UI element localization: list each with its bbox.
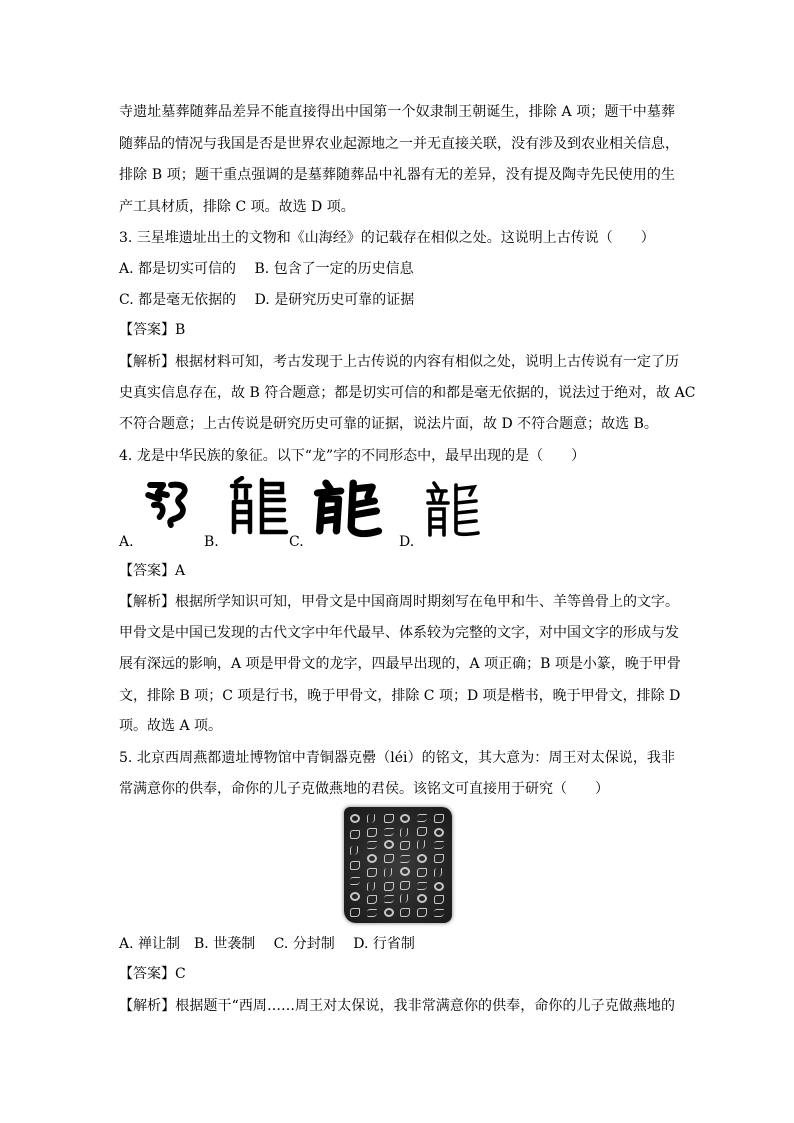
answer-label: 【答案】C <box>119 966 186 982</box>
dragon-small-seal-image <box>228 476 290 545</box>
dragon-running-script-image <box>313 479 382 548</box>
option-b-label: B. <box>204 534 219 550</box>
analysis-line: 项。故选 A 项。 <box>119 718 223 734</box>
running-script-dragon-icon <box>313 479 382 539</box>
bronze-inscription-rubbing-image <box>344 807 452 923</box>
option-c-label: C. <box>289 534 304 550</box>
analysis-line: 展有深远的影响，A 项是甲骨文的龙字，四最早出现的，A 项正确；B 项是小篆，晚于甲骨 <box>119 656 681 672</box>
text-line: 寺遗址墓葬随葬品差异不能直接得出中国第一个奴隶制王朝诞生，排除 A 项；题干中墓葬 <box>119 104 675 120</box>
small-seal-dragon-icon <box>228 476 290 536</box>
text-line: 排除 B 项；题干重点强调的是墓葬随葬品中礼器有无的差异，没有提及陶寺先民使用的生 <box>119 167 675 183</box>
analysis-line: 文，排除 B 项；C 项是行书，晚于甲骨文，排除 C 项；D 项是楷书，晚于甲骨文，排除 D <box>119 688 681 704</box>
dragon-regular-script-image <box>424 481 482 546</box>
analysis-line: 史真实信息存在，故 B 符合题意；都是切实可信的和都是毫无依据的，说法过于绝对，故 AC <box>119 385 696 401</box>
text-line: 随葬品的情况与我国是否是世界农业起源地之一并无直接关联，没有涉及到农业相关信息， <box>119 136 679 152</box>
question-5: 常满意你的供奉，命你的儿子克做燕地的君侯。该铭文可直接用于研究（ ） <box>119 781 609 797</box>
oracle-bone-dragon-icon <box>144 477 193 529</box>
question-3: 3. 三星堆遗址出土的文物和《山海经》的记载存在相似之处。这说明上古传说（ ） <box>119 230 655 246</box>
answer-label: 【答案】B <box>119 322 186 338</box>
question-3-options-cd: C. 都是毫无依据的 D. 是研究历史可靠的证据 <box>119 292 415 308</box>
analysis-line: 【解析】根据题干“西周……周王对太保说，我非常满意你的供奉，命你的儿子克做燕地的 <box>119 998 675 1014</box>
question-5: 5. 北京西周燕都遗址博物馆中青铜器克罍（léi）的铭文，其大意为：周王对太保说，我非 <box>119 750 675 766</box>
dragon-oracle-bone-image <box>144 477 193 537</box>
text-line: 产工具材质，排除 C 项。故选 D 项。 <box>119 199 355 215</box>
question-5-options: A. 禅让制 B. 世袭制 C. 分封制 D. 行省制 <box>119 936 415 952</box>
answer-label: 【答案】A <box>119 563 186 579</box>
regular-script-dragon-icon <box>424 481 482 537</box>
option-d-label: D. <box>399 534 415 550</box>
analysis-line: 【解析】根据材料可知，考古发现于上古传说的内容有相似之处，说明上古传说有一定了历 <box>119 354 679 370</box>
option-a-label: A. <box>119 534 134 550</box>
analysis-line: 不符合题意；上古传说是研究历史可靠的证据，说法片面，故 D 不符合题意；故选 B。 <box>119 416 658 432</box>
analysis-line: 甲骨文是中国已发现的古代文字中年代最早、体系较为完整的文字，对中国文字的形成与发 <box>119 625 679 641</box>
question-3-options-ab: A. 都是切实可信的 B. 包含了一定的历史信息 <box>119 261 414 277</box>
question-4: 4. 龙是中华民族的象征。以下“龙”字的不同形态中，最早出现的是（ ） <box>119 448 586 464</box>
analysis-line: 【解析】根据所学知识可知，甲骨文是中国商周时期刻写在龟甲和牛、羊等兽骨上的文字。 <box>119 594 679 610</box>
